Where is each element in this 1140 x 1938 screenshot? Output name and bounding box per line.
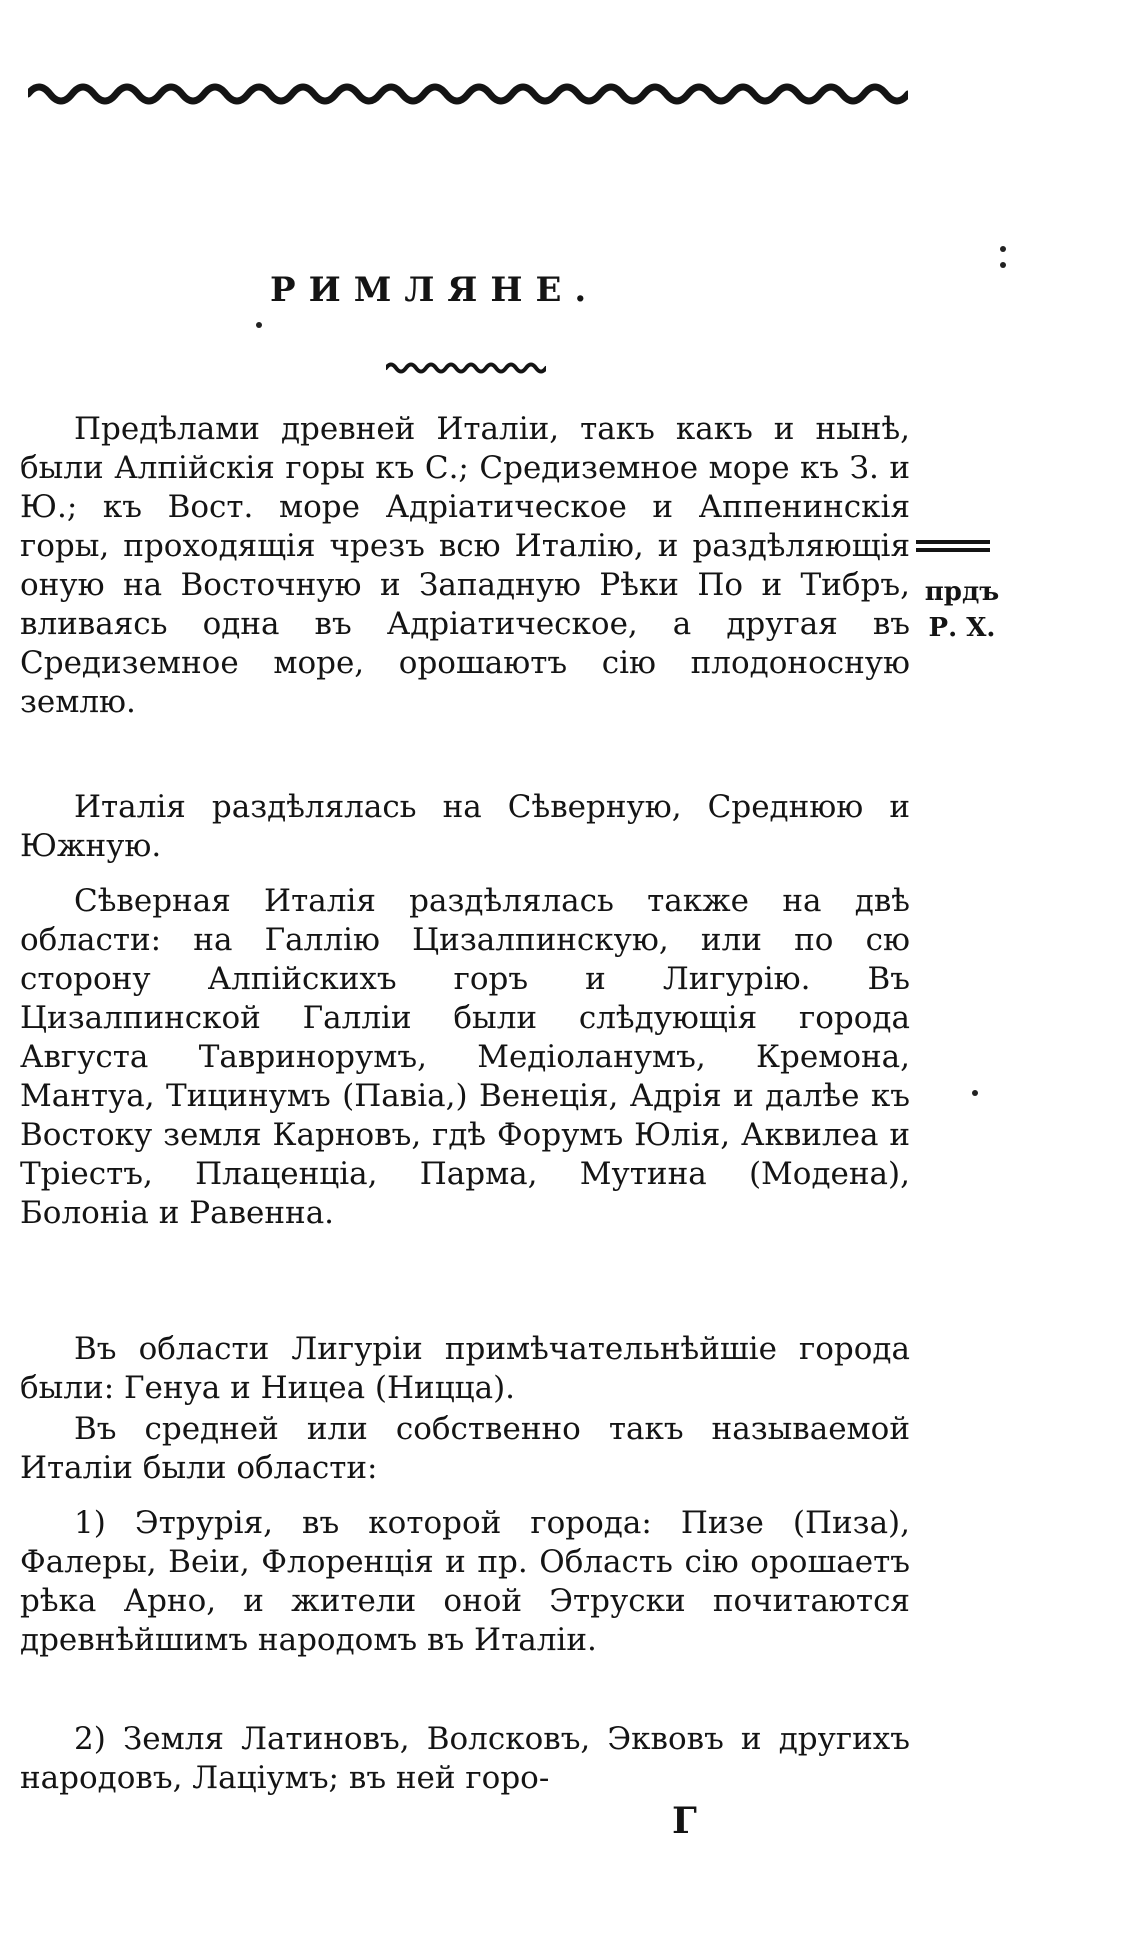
signature-mark: Г	[672, 1800, 697, 1842]
wavy-ornament-top	[28, 72, 908, 116]
paragraph-7: 2) Земля Латиновъ, Волсковъ, Эквовъ и другихъ народовъ, Лаціумъ; въ ней горо-	[20, 1721, 910, 1796]
margin-note	[912, 574, 1012, 646]
speck	[972, 1090, 978, 1096]
chapter-title: РИМЛЯНЕ.	[270, 270, 600, 310]
paragraph-1: Предѣлами древней Италіи, такъ какъ и нынѣ, были Алпійскія горы къ С.; Средиземное море къ З. и Ю.; къ Вост. море Адріатическое и Аппенинскія горы, проходящія чрезъ всю Италію, и раздѣляющія оную на Восточную и Западную Рѣки По и Тибръ, вливаясь одна въ Адріатическое, а другая въ Средиземное море, орошаютъ сію плодоносную землю.	[20, 411, 910, 720]
speck	[1000, 246, 1006, 252]
paragraph-6: 1) Этрурія, въ которой города: Пизе (Пиза), Фалеры, Веіи, Флоренція и пр. Область сію орошаетъ рѣка Арно, и жители оной Этруски почитаются древнѣйшимъ народомъ въ Италіи.	[20, 1505, 910, 1658]
paragraph-3: Сѣверная Италія раздѣлялась также на двѣ области: на Галлію Цизалпинскую, или по сю сторону Алпійскихъ горъ и Лигурію. Въ Цизалпинской Галліи были слѣдующія города Августа Тавринорумъ, Медіоланумъ, Кремона, Мантуа, Тицинумъ (Павіа,) Венеція, Адрія и далѣе къ Востоку земля Карновъ, гдѣ Форумъ Юлія, Аквилеа и Тріестъ, Плаценціа, Парма, Мутина (Модена), Болоніа и Равенна.	[20, 883, 910, 1231]
paragraph-2: Италія раздѣлялась на Сѣверную, Среднюю и Южную.	[20, 789, 910, 864]
paragraph-4: Въ области Лигуріи примѣчательнѣйшіе города были: Генуа и Ницеа (Ницца).	[20, 1331, 910, 1406]
margin-note-line1: прдъ	[924, 577, 1000, 607]
wavy-ornament-small	[386, 357, 546, 379]
margin-note-line2: Р. Х.	[928, 613, 996, 643]
speck	[1000, 262, 1006, 268]
speck	[256, 322, 262, 328]
paragraph-5: Въ средней или собственно такъ называемой Италіи были области:	[20, 1411, 910, 1486]
margin-double-rule	[916, 540, 990, 556]
